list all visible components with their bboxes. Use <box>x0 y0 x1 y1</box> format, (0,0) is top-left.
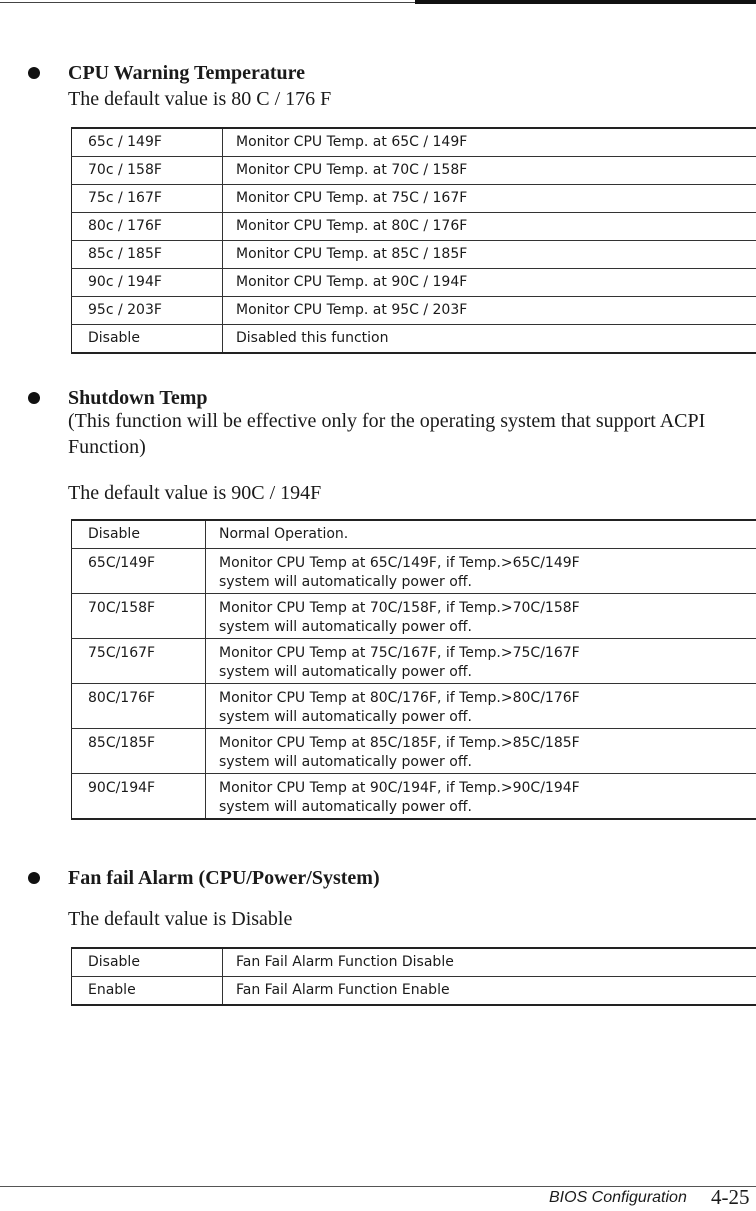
option-cell: 65C/149F <box>72 549 206 594</box>
page-number: 4-25 <box>711 1185 750 1209</box>
option-cell: 70c / 158F <box>72 157 223 185</box>
table-row <box>72 594 756 639</box>
table-row <box>72 948 756 977</box>
table-row <box>72 325 756 354</box>
shutdown-temp-heading: Shutdown Temp <box>68 387 208 409</box>
description-line: Monitor CPU Temp at 90C/194F, if Temp.>90C/194F <box>219 780 580 796</box>
description-cell <box>206 520 756 549</box>
description-cell: Monitor CPU Temp. at 80C / 176F <box>223 213 756 241</box>
fan-fail-default: The default value is Disable <box>68 908 293 930</box>
option-cell: 90c / 194F <box>72 269 223 297</box>
footer-rule <box>0 1186 756 1187</box>
description-line: system will automatically power off. <box>219 664 472 680</box>
table-row <box>72 185 756 213</box>
description-cell <box>206 729 756 774</box>
table-row <box>72 157 756 185</box>
cpu-warning-default: The default value is 80 C / 176 F <box>68 88 332 110</box>
bullet-icon <box>28 67 40 79</box>
description-line: Monitor CPU Temp at 80C/176F, if Temp.>80C/176F <box>219 690 580 706</box>
description-cell: Monitor CPU Temp. at 95C / 203F <box>223 297 756 325</box>
option-cell: Disable <box>72 948 223 977</box>
description-line: Normal Operation. <box>219 526 349 542</box>
table-row <box>72 213 756 241</box>
table-row <box>72 549 756 594</box>
description-cell: Monitor CPU Temp. at 75C / 167F <box>223 185 756 213</box>
cpu-warning-heading: CPU Warning Temperature <box>68 62 306 84</box>
footer-section-title: BIOS Configuration <box>549 1189 687 1206</box>
fan-fail-table <box>71 947 756 1006</box>
option-cell: 70C/158F <box>72 594 206 639</box>
description-line: system will automatically power off. <box>219 754 472 770</box>
shutdown-temp-note: (This function will be effective only for the operating system that support ACPI Function) <box>68 410 706 458</box>
table-row <box>72 241 756 269</box>
option-cell: 85c / 185F <box>72 241 223 269</box>
table-row <box>72 774 756 819</box>
option-cell: 85C/185F <box>72 729 206 774</box>
description-line: Monitor CPU Temp at 70C/158F, if Temp.>70C/158F <box>219 600 580 616</box>
table-row <box>72 977 756 1006</box>
option-cell: Disable <box>72 325 223 354</box>
description-cell <box>206 774 756 819</box>
bullet-icon <box>28 872 40 884</box>
cpu-warning-table <box>71 127 756 354</box>
description-cell: Monitor CPU Temp. at 90C / 194F <box>223 269 756 297</box>
option-cell: 90C/194F <box>72 774 206 819</box>
description-line: Monitor CPU Temp at 65C/149F, if Temp.>65C/149F <box>219 555 580 571</box>
fan-fail-heading: Fan fail Alarm (CPU/Power/System) <box>68 867 380 889</box>
table-row <box>72 729 756 774</box>
option-cell: 80C/176F <box>72 684 206 729</box>
description-line: Monitor CPU Temp at 75C/167F, if Temp.>75C/167F <box>219 645 580 661</box>
description-line: system will automatically power off. <box>219 799 472 815</box>
description-cell: Monitor CPU Temp. at 85C / 185F <box>223 241 756 269</box>
table-row <box>72 684 756 729</box>
bullet-icon <box>28 392 40 404</box>
description-cell: Fan Fail Alarm Function Disable <box>236 954 454 970</box>
description-cell: Fan Fail Alarm Function Enable <box>223 977 756 1006</box>
top-rule-left <box>0 2 415 3</box>
top-rule-right <box>415 0 756 4</box>
option-cell: 75c / 167F <box>72 185 223 213</box>
option-cell: 65c / 149F <box>72 128 223 157</box>
option-cell: 95c / 203F <box>72 297 223 325</box>
description-line: system will automatically power off. <box>219 619 472 635</box>
option-cell: Enable <box>72 977 223 1006</box>
description-cell: Monitor CPU Temp. at 65C / 149F <box>236 134 468 150</box>
description-line: Monitor CPU Temp at 85C/185F, if Temp.>85C/185F <box>219 735 580 751</box>
shutdown-temp-table <box>71 519 756 820</box>
description-cell <box>206 594 756 639</box>
description-cell: Monitor CPU Temp. at 70C / 158F <box>223 157 756 185</box>
description-cell <box>206 639 756 684</box>
option-cell: 80c / 176F <box>72 213 223 241</box>
description-line: system will automatically power off. <box>219 709 472 725</box>
description-line: system will automatically power off. <box>219 574 472 590</box>
description-cell: Disabled this function <box>223 325 756 354</box>
description-cell <box>206 549 756 594</box>
table-row <box>72 297 756 325</box>
option-cell: Disable <box>72 520 206 549</box>
table-row <box>72 269 756 297</box>
description-cell <box>206 684 756 729</box>
shutdown-temp-default: The default value is 90C / 194F <box>68 482 322 504</box>
table-row <box>72 520 756 549</box>
option-cell: 75C/167F <box>72 639 206 684</box>
table-row <box>72 128 756 157</box>
table-row <box>72 639 756 684</box>
